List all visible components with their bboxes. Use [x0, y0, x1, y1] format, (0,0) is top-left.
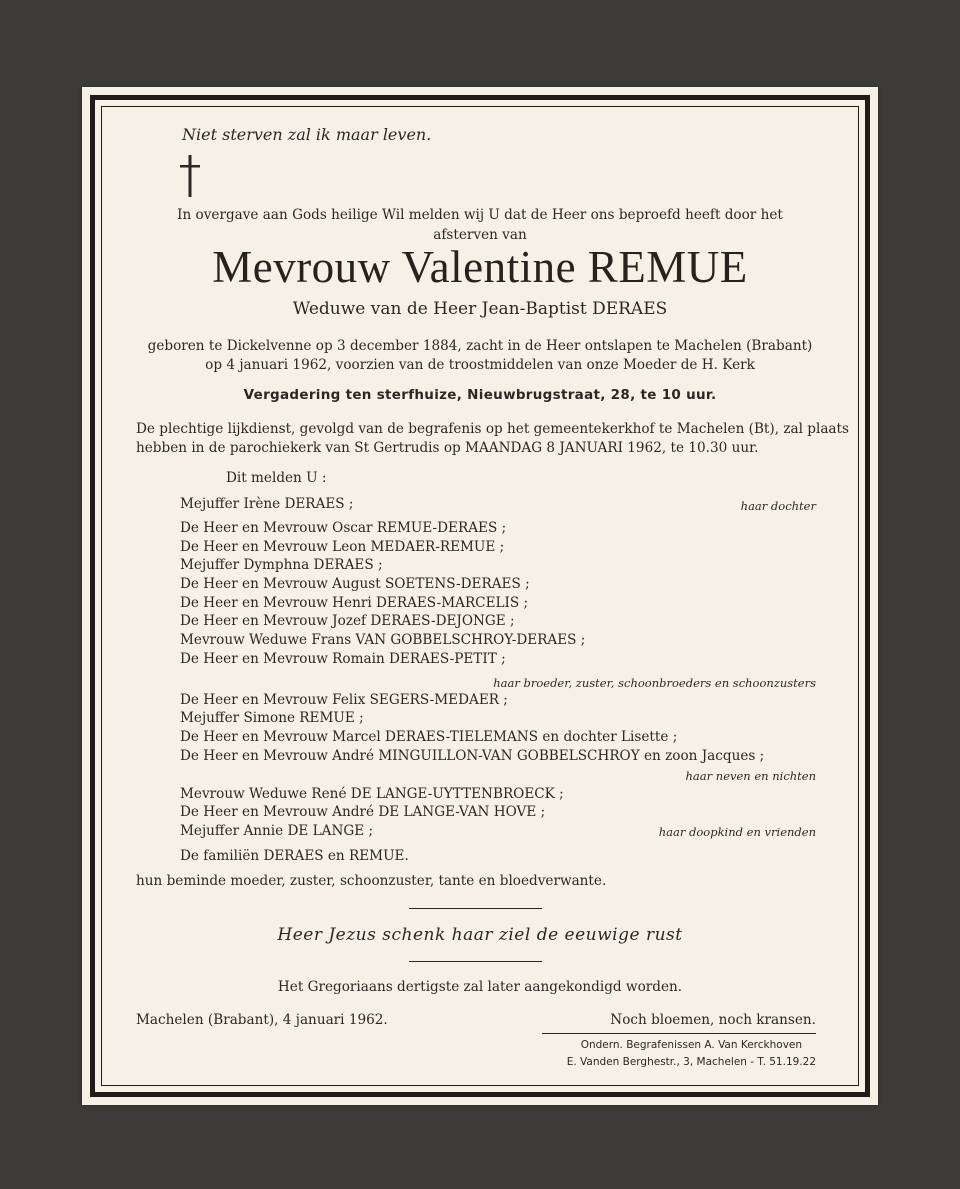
divider: [542, 1033, 816, 1034]
divider: [409, 961, 542, 962]
relation-note: haar broeder, zuster, schoonbroeders en schoonzusters: [493, 676, 816, 690]
relative-line: Mejuffer Irène DERAES ;: [180, 496, 354, 512]
motto: Niet sterven zal ik maar leven.: [182, 125, 432, 144]
divider: [409, 908, 542, 909]
relative-line: Mejuffer Simone REMUE ;: [180, 710, 364, 726]
intro-line-2: afsterven van: [433, 227, 527, 243]
birth-death-line-2: op 4 januari 1962, voorzien van de troostmiddelen van onze Moeder de H. Kerk: [205, 357, 755, 373]
birth-death-text: [82, 337, 878, 375]
relative-line: De Heer en Mevrouw Felix SEGERS-MEDAER ;: [180, 692, 508, 708]
relative-line: Mevrouw Weduwe René DE LANGE-UYTTENBROECK ;: [180, 786, 564, 802]
deceased-name: Mevrouw Valentine REMUE: [212, 242, 748, 292]
intro-line-1: In overgave aan Gods heilige Wil melden wij U dat de Heer ons beproefd heeft door het: [177, 207, 783, 223]
relative-line: De Heer en Mevrouw Marcel DERAES-TIELEMANS en dochter Lisette ;: [180, 729, 678, 745]
widow-of: Weduwe van de Heer Jean-Baptist DERAES: [292, 299, 668, 319]
place-date: Machelen (Brabant), 4 januari 1962.: [136, 1012, 388, 1028]
service-line-1: De plechtige lijkdienst, gevolgd van de begrafenis op het gemeentekerkhof te Machelen (Bt), zal plaats: [136, 421, 849, 437]
relative-line: De Heer en Mevrouw André MINGUILLON-VAN GOBBELSCHROY en zoon Jacques ;: [180, 748, 765, 764]
relative-line: De Heer en Mevrouw August SOETENS-DERAES ;: [180, 576, 530, 592]
service-text: [136, 420, 849, 458]
intro-text: [82, 205, 878, 245]
meeting-notice: Vergadering ten sterfhuize, Nieuwbrugstraat, 28, te 10 uur.: [243, 387, 717, 403]
relative-line: De Heer en Mevrouw André DE LANGE-VAN HOVE ;: [180, 804, 546, 820]
undertaker-line-1: Ondern. Begrafenissen A. Van Kerckhoven: [580, 1039, 803, 1051]
cross-icon: [178, 153, 202, 199]
relative-line: De familiën DERAES en REMUE.: [180, 848, 409, 864]
relative-line: Mevrouw Weduwe Frans VAN GOBBELSCHROY-DERAES ;: [180, 632, 586, 648]
undertaker-line-2: E. Vanden Berghestr., 3, Machelen - T. 51.19.22: [566, 1056, 816, 1068]
relative-line: De Heer en Mevrouw Henri DERAES-MARCELIS ;: [180, 595, 529, 611]
relative-line: Mejuffer Annie DE LANGE ;: [180, 823, 374, 839]
closing-text: hun beminde moeder, zuster, schoonzuster, tante en bloedverwante.: [136, 873, 607, 889]
no-flowers-notice: Noch bloemen, noch kransen.: [610, 1012, 816, 1028]
service-line-2: hebben in de parochiekerk van St Gertrudis op MAANDAG 8 JANUARI 1962, te 10.30 uur.: [136, 440, 759, 456]
relation-note: haar doopkind en vrienden: [658, 825, 816, 839]
undertaker-info: [567, 1037, 816, 1071]
gregorian-notice: Het Gregoriaans dertigste zal later aangekondigd worden.: [277, 979, 683, 995]
relation-note: haar dochter: [740, 499, 816, 513]
memorial-card: [82, 87, 878, 1105]
relative-line: De Heer en Mevrouw Jozef DERAES-DEJONGE ;: [180, 613, 515, 629]
relation-note: haar neven en nichten: [685, 769, 816, 783]
relative-line: Mejuffer Dymphna DERAES ;: [180, 557, 383, 573]
relative-line: De Heer en Mevrouw Leon MEDAER-REMUE ;: [180, 539, 505, 555]
announce-lead: Dit melden U :: [226, 470, 327, 486]
relative-line: De Heer en Mevrouw Oscar REMUE-DERAES ;: [180, 520, 507, 536]
relative-line: De Heer en Mevrouw Romain DERAES-PETIT ;: [180, 651, 506, 667]
prayer: Heer Jezus schenk haar ziel de eeuwige rust: [277, 925, 683, 945]
birth-death-line-1: geboren te Dickelvenne op 3 december 1884, zacht in de Heer ontslapen te Machelen (Brabant): [147, 338, 813, 354]
